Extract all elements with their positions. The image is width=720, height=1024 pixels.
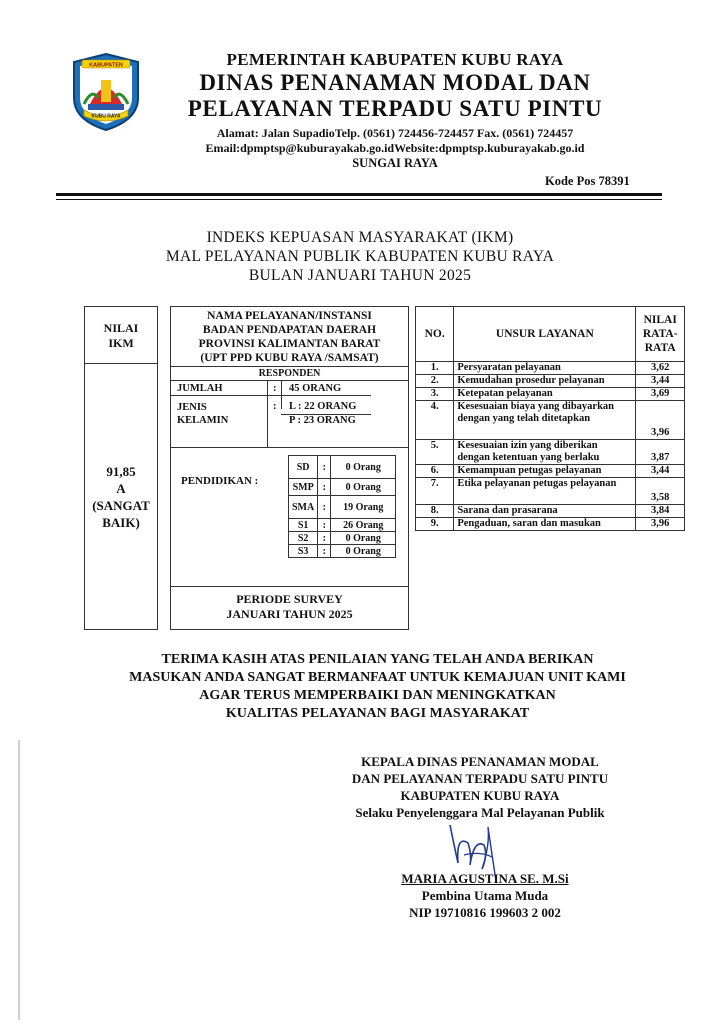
edu-level: S1 xyxy=(289,519,318,532)
service-respondent-box xyxy=(170,306,409,630)
thanks-line4: KUALITAS PELAYANAN BAGI MASYARAKAT xyxy=(225,706,530,721)
row-score: 3,44 xyxy=(636,465,685,478)
row-unsur: Etika pelayanan petugas pelayanan xyxy=(454,478,636,505)
table-row xyxy=(416,518,685,531)
divider xyxy=(171,380,408,381)
colon: : xyxy=(318,532,331,545)
govt-name: PEMERINTAH KABUPATEN KUBU RAYA xyxy=(226,50,564,69)
edu-level: SMA xyxy=(289,496,318,519)
nilai-ikm-header xyxy=(85,321,157,351)
row-no: 2. xyxy=(416,375,454,388)
row-unsur: Kemampuan petugas pelayanan xyxy=(454,465,636,478)
row-score: 3,62 xyxy=(636,362,685,375)
row-no: 4. xyxy=(416,401,454,440)
jumlah-label: JUMLAH xyxy=(177,383,223,394)
service-head2: BADAN PENDAPATAN DAERAH xyxy=(202,324,377,336)
signatory-title xyxy=(320,753,640,821)
edu-value: 19 Orang xyxy=(331,496,396,519)
row-score: 3,87 xyxy=(636,440,685,465)
postcode: Kode Pos 78391 xyxy=(545,174,630,188)
thank-you-message xyxy=(100,651,655,723)
divider xyxy=(171,586,408,587)
divider xyxy=(281,381,282,395)
row-no: 5. xyxy=(416,440,454,465)
education-row xyxy=(289,496,396,519)
row-score: 3,96 xyxy=(636,401,685,440)
nilai-head2: IKM xyxy=(108,336,134,350)
kubu-raya-emblem-logo xyxy=(68,52,144,132)
education-row xyxy=(289,519,396,532)
header-rule-thin xyxy=(56,199,662,200)
periode-line2: JANUARI TAHUN 2025 xyxy=(226,607,353,621)
table-row xyxy=(416,388,685,401)
service-head1: NAMA PELAYANAN/INSTANSI xyxy=(207,310,372,322)
agency-name-line2: PELAYANAN TERPADU SATU PINTU xyxy=(187,96,603,121)
jenis-label1: JENIS xyxy=(177,402,207,413)
pendidikan-label: PENDIDIKAN : xyxy=(181,475,259,487)
table-header-row xyxy=(416,307,685,362)
ikm-grade-text1: (SANGAT xyxy=(92,498,150,513)
document-title xyxy=(100,228,620,285)
signatory-name: MARIA AGUSTINA SE. M.Si xyxy=(401,871,569,886)
row-unsur: Pengaduan, saran dan masukan xyxy=(454,518,636,531)
colon: : xyxy=(318,479,331,496)
city: SUNGAI RAYA xyxy=(352,156,438,170)
row-unsur: Kemudahan prosedur pelayanan xyxy=(454,375,636,388)
divider xyxy=(267,395,268,447)
edu-level: SD xyxy=(289,456,318,479)
col-nilai-line2: RATA- xyxy=(642,328,678,340)
title-line2: MAL PELAYANAN PUBLIK KABUPATEN KUBU RAYA xyxy=(165,248,555,265)
col-unsur: UNSUR LAYANAN xyxy=(454,307,636,362)
scan-edge xyxy=(18,740,20,1020)
letterhead xyxy=(150,50,640,171)
thanks-line3: AGAR TERUS MEMPERBAIKI DAN MENINGKATKAN xyxy=(199,688,556,703)
table-row xyxy=(416,401,685,440)
row-score: 3,84 xyxy=(636,505,685,518)
periode-line1: PERIODE SURVEY xyxy=(236,592,343,606)
education-row xyxy=(289,532,396,545)
survey-period xyxy=(171,592,408,622)
service-head3: PROVINSI KALIMANTAN BARAT xyxy=(198,338,381,350)
colon: : xyxy=(318,456,331,479)
edu-level: S2 xyxy=(289,532,318,545)
row-no: 8. xyxy=(416,505,454,518)
female-count: P : 23 ORANG xyxy=(289,415,356,426)
row-no: 9. xyxy=(416,518,454,531)
divider xyxy=(171,366,408,367)
col-nilai xyxy=(636,307,685,362)
sign-line2: DAN PELAYANAN TERPADU SATU PINTU xyxy=(351,771,609,786)
edu-value: 0 Orang xyxy=(331,545,396,558)
row-unsur: Persyaratan pelayanan xyxy=(454,362,636,375)
sign-line4: Selaku Penyelenggara Mal Pelayanan Publik xyxy=(355,805,605,820)
education-table xyxy=(288,455,396,558)
jumlah-value: 45 ORANG xyxy=(289,383,342,394)
signatory xyxy=(320,870,650,921)
education-row xyxy=(289,479,396,496)
logo-top-text: KABUPATEN xyxy=(89,62,123,69)
colon: : xyxy=(318,545,331,558)
table-row xyxy=(416,505,685,518)
signatory-nip: NIP 19710816 199603 2 002 xyxy=(409,905,561,920)
thanks-line2: MASUKAN ANDA SANGAT BERMANFAAT UNTUK KEMAJUAN UNIT KAMI xyxy=(129,670,626,685)
unsur-layanan-table xyxy=(415,306,685,531)
row-unsur: Sarana dan prasarana xyxy=(454,505,636,518)
education-row xyxy=(289,545,396,558)
divider xyxy=(281,395,282,409)
table-row xyxy=(416,375,685,388)
table-row xyxy=(416,478,685,505)
row-unsur: Ketepatan pelayanan xyxy=(454,388,636,401)
edu-value: 0 Orang xyxy=(331,479,396,496)
email-website: Email:dpmptsp@kuburayakab.go.idWebsite:dpmptsp.kuburayakab.go.id xyxy=(205,141,585,155)
divider xyxy=(85,363,157,364)
row-no: 3. xyxy=(416,388,454,401)
col-nilai-line3: RATA xyxy=(644,342,676,354)
ikm-grade: A xyxy=(116,481,126,496)
responden-label: RESPONDEN xyxy=(258,368,321,379)
nilai-ikm-value xyxy=(85,463,157,531)
row-no: 7. xyxy=(416,478,454,505)
row-unsur: Kesesuaian izin yang diberikan dengan ketentuan yang berlaku xyxy=(454,440,636,465)
ikm-score: 91,85 xyxy=(106,464,136,479)
row-no: 6. xyxy=(416,465,454,478)
row-score: 3,58 xyxy=(636,478,685,505)
title-line1: INDEKS KEPUASAN MASYARAKAT (IKM) xyxy=(206,229,514,246)
row-score: 3,69 xyxy=(636,388,685,401)
col-nilai-line1: NILAI xyxy=(643,314,677,326)
logo-bottom-text: KUBU RAYA xyxy=(91,113,121,120)
ikm-grade-text2: BAIK) xyxy=(102,515,140,530)
address: Alamat: Jalan SupadioTelp. (0561) 724456-724457 Fax. (0561) 724457 xyxy=(216,126,574,140)
education-row xyxy=(289,456,396,479)
divider xyxy=(267,381,268,395)
title-line3: BULAN JANUARI TAHUN 2025 xyxy=(248,267,472,284)
nilai-head1: NILAI xyxy=(103,321,139,335)
colon: : xyxy=(318,496,331,519)
agency-name-line1: DINAS PENANAMAN MODAL DAN xyxy=(199,70,591,95)
edu-value: 0 Orang xyxy=(331,532,396,545)
colon: : xyxy=(273,383,277,394)
jenis-label2: KELAMIN xyxy=(177,415,229,426)
signatory-rank: Pembina Utama Muda xyxy=(421,888,549,903)
header-rule-thick xyxy=(56,193,662,196)
table-row xyxy=(416,465,685,478)
colon: : xyxy=(318,519,331,532)
edu-value: 0 Orang xyxy=(331,456,396,479)
edu-level: SMP xyxy=(289,479,318,496)
thanks-line1: TERIMA KASIH ATAS PENILAIAN YANG TELAH ANDA BERIKAN xyxy=(161,652,594,667)
row-unsur: Kesesuaian biaya yang dibayarkan dengan yang telah ditetapkan xyxy=(454,401,636,440)
table-row xyxy=(416,362,685,375)
sign-line3: KABUPATEN KUBU RAYA xyxy=(400,788,560,803)
colon: : xyxy=(273,401,277,412)
male-count: L : 22 ORANG xyxy=(289,401,357,412)
row-score: 3,44 xyxy=(636,375,685,388)
row-no: 1. xyxy=(416,362,454,375)
edu-level: S3 xyxy=(289,545,318,558)
col-no: NO. xyxy=(416,307,454,362)
divider xyxy=(171,395,371,396)
table-row xyxy=(416,440,685,465)
sign-line1: KEPALA DINAS PENANAMAN MODAL xyxy=(361,754,599,769)
row-score: 3,96 xyxy=(636,518,685,531)
edu-value: 26 Orang xyxy=(331,519,396,532)
service-header xyxy=(171,309,408,365)
nilai-ikm-box xyxy=(84,306,158,630)
divider xyxy=(171,447,408,448)
jenis-kelamin-label xyxy=(177,401,228,427)
service-head4: (UPT PPD KUBU RAYA /SAMSAT) xyxy=(200,352,379,364)
